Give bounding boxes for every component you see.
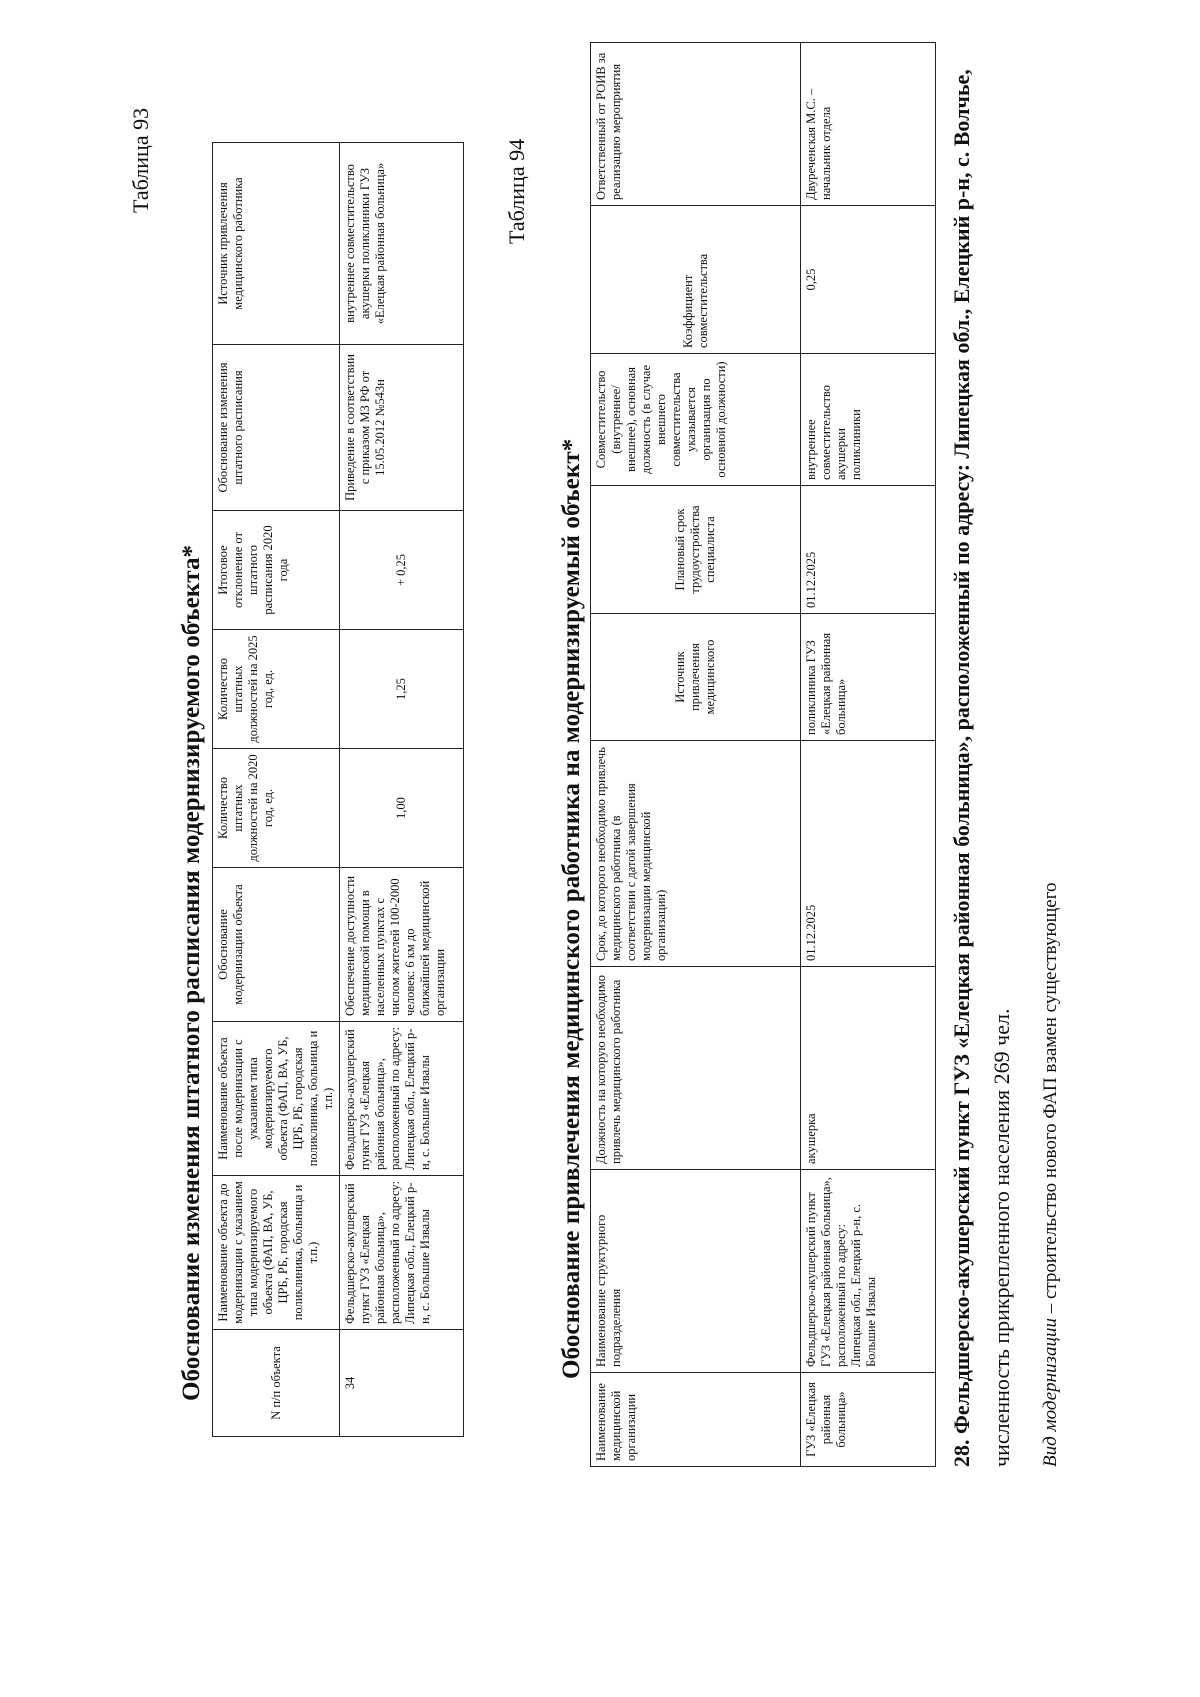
facility-population: численность прикрепленного населения 269 чел.	[989, 1008, 1014, 1467]
table94-heading: Обоснование привлечения медицинского работника на модернизируемый объект*	[558, 438, 585, 1379]
table93-header: Количество штатных должностей на 2025 год, ед.	[213, 630, 340, 749]
table94-header: Наименование медицинской организации	[591, 1373, 801, 1467]
table93-cell: Приведение в соответствии с приказом МЗ РФ от 15.05.2012 №543н	[340, 345, 464, 511]
modernization-type	[1040, 882, 1062, 1467]
table93-cell: Фельдшерско-акушерский пункт ГУЗ «Елецкая районная больница», расположенный по адресу: Липецкая обл., Елецкий р-н, с. Большие Извалы	[340, 1176, 464, 1330]
table93-cell: Обеспечение доступности медицинской помощи в населенных пунктах с числом жителей 100-2000 человек: 6 км до ближайшей медицинской организации	[340, 868, 464, 1022]
table94-header: Совместительство (внутреннее/внешнее), основная должность (в случае внешнего совместительства указывается организация по основной должности)	[591, 354, 801, 486]
table94-cell: Двуреченская М.С. – начальник отдела	[801, 43, 936, 206]
table94-cell: поликлиника ГУЗ «Елецкая районная больница»	[801, 614, 936, 741]
table93-header: Источник привлечения медицинского работника	[213, 143, 340, 345]
table94-cell: Фельдшерско-акушерский пункт ГУЗ «Елецкая районная больница», расположенный по адресу: Липецкая обл., Елецкий р-н, с. Большие Извалы	[801, 1170, 936, 1373]
table93-caption: Таблица 93	[128, 107, 153, 213]
table94-cell: 01.12.2025	[801, 741, 936, 967]
table93-header: Наименование объекта до модернизации с указанием типа модернизируемого объекта (ФАП, ВА, УБ, ЦРБ, РБ, городская поликлиника, больница и т.п.)	[213, 1176, 340, 1330]
table93-cell: внутреннее совместительство акушерки поликлиники ГУЗ «Елецкая районная больница»	[340, 143, 464, 345]
table93-header: N п/п объекта	[213, 1330, 340, 1437]
facility-title: 28. Фельдшерско-акушерский пункт ГУЗ «Елецкая районная больница», расположенный по адресу: Липецкая обл., Елецкий р-н, с. Волчье,	[949, 69, 974, 1467]
table94-cell: 01.12.2025	[801, 486, 936, 614]
table93-cell: + 0,25	[340, 511, 464, 630]
table94-header: Коэффициент совместительства	[591, 206, 801, 354]
table94-header: Источник привлечения медицинского	[591, 614, 801, 741]
table93-cell: 34	[340, 1330, 464, 1437]
table93-header-row	[213, 143, 340, 1437]
modernization-text: – строительство нового ФАП взамен существующего	[1040, 882, 1061, 1319]
table94-header: Ответственный от РОИВ за реализацию мероприятия	[591, 43, 801, 206]
table93-header: Наименование объекта после модернизации с указанием типа модернизируемого объекта (ФАП, ВА, УБ, ЦРБ, РБ, городская поликлиника, больница и т.п.)	[213, 1022, 340, 1176]
table94-header: Должность на которую необходимо привлечь медицинского работника	[591, 967, 801, 1170]
table93-header: Обоснование изменения штатного расписания	[213, 345, 340, 511]
table93-header: Количество штатных должностей на 2020 год, ед.	[213, 749, 340, 868]
table93-cell: Фельдшерско-акушерский пункт ГУЗ «Елецкая районная больница», расположенный по адресу: Липецкая обл., Елецкий р-н, с. Большие Извалы	[340, 1022, 464, 1176]
table94-header: Срок, до которого необходимо привлечь медицинского работника (в соответствии с датой завершения модернизации медицинской организации)	[591, 741, 801, 967]
table93-heading: Обоснование изменения штатного расписания модернизируемого объекта*	[178, 544, 205, 1401]
table-row	[801, 43, 936, 1467]
table94-header: Плановый срок трудоустройства специалиста	[591, 486, 801, 614]
table93-header: Обоснование модернизации объекта	[213, 868, 340, 1022]
table94-cell: 0,25	[801, 206, 936, 354]
table93-header: Итоговое отклонение от штатного расписания 2020 года	[213, 511, 340, 630]
table93-cell: 1,25	[340, 630, 464, 749]
table94-cell: акушерка	[801, 967, 936, 1170]
table-row	[340, 143, 464, 1437]
table-94	[590, 42, 936, 1467]
table94-cell: внутреннее совместительство акушерки поликлиники	[801, 354, 936, 486]
table94-caption: Таблица 94	[504, 138, 529, 244]
table94-header: Наименование структурного подразделения	[591, 1170, 801, 1373]
modernization-label: Вид модернизации	[1040, 1318, 1061, 1467]
table94-cell: ГУЗ «Елецкая районная больница»	[801, 1373, 936, 1467]
table-93	[212, 142, 464, 1437]
table94-header-row	[591, 43, 801, 1467]
facility-description	[942, 27, 1022, 1467]
table93-cell: 1,00	[340, 749, 464, 868]
